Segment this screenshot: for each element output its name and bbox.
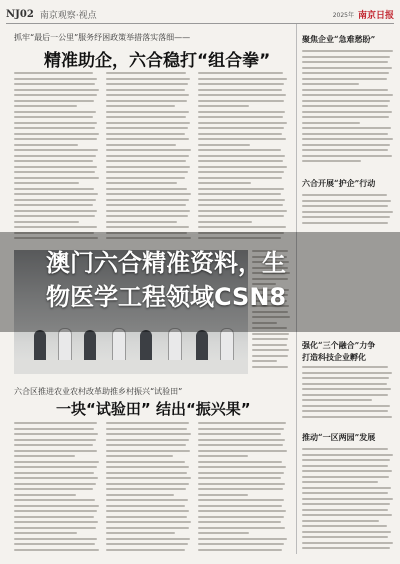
text-line [106, 494, 174, 496]
text-line [14, 116, 93, 118]
text-line [302, 405, 390, 407]
text-line [198, 89, 282, 91]
text-line [198, 455, 248, 457]
text-line [106, 127, 188, 129]
text-line [106, 177, 185, 179]
text-line [302, 470, 392, 472]
text-line [106, 549, 185, 551]
text-line [198, 204, 283, 206]
text-line [14, 89, 99, 91]
text-line [106, 199, 189, 201]
text-line [302, 160, 361, 162]
text-line [106, 428, 187, 430]
section-tag: ·视点 [75, 10, 97, 21]
page-number: NJ02 [6, 8, 34, 20]
text-line [14, 210, 97, 212]
text-line [14, 477, 98, 479]
text-line [198, 510, 286, 512]
text-line [14, 100, 94, 102]
text-line [106, 133, 185, 135]
text-line [302, 155, 392, 157]
sidebar-body [302, 194, 394, 230]
text-line [14, 538, 97, 540]
sidebar-headline: 打造科技企业孵化 [302, 352, 366, 362]
text-line [14, 111, 96, 113]
text-line [106, 461, 185, 463]
newspaper-logo: 南京日报 [357, 10, 394, 21]
text-line [198, 177, 282, 179]
text-line [302, 144, 390, 146]
text-line [106, 221, 177, 223]
article2-body [106, 422, 192, 556]
text-line [14, 461, 99, 463]
text-line [198, 532, 249, 534]
text-line [302, 56, 390, 58]
text-line [106, 155, 189, 157]
text-line [302, 388, 391, 390]
text-line [302, 72, 389, 74]
text-line [252, 333, 289, 335]
text-line [14, 499, 95, 501]
text-line [198, 116, 283, 118]
text-line [106, 160, 186, 162]
text-line [302, 509, 388, 511]
text-line [198, 221, 252, 223]
text-line [106, 111, 189, 113]
overlay-title [46, 246, 366, 314]
text-line [198, 182, 251, 184]
text-line [14, 188, 94, 190]
text-line [198, 144, 250, 146]
article2-body [198, 422, 288, 556]
text-line [198, 439, 285, 441]
text-line [302, 222, 388, 224]
text-line [14, 450, 97, 452]
text-line [198, 166, 287, 168]
text-line [252, 360, 277, 362]
text-line [14, 199, 96, 201]
text-line [106, 505, 185, 507]
text-line [302, 127, 391, 129]
article2-kicker: 六合区推进农业农村改革助推乡村振兴“试验田” [14, 387, 183, 396]
sidebar-headline: 六合开展“护企”行动 [302, 178, 376, 188]
text-line [252, 338, 288, 340]
text-line [106, 72, 186, 74]
text-line [302, 105, 388, 107]
text-line [14, 138, 97, 140]
text-line [14, 510, 97, 512]
text-line [14, 483, 96, 485]
text-line [198, 472, 284, 474]
text-line [106, 472, 187, 474]
article1-body [106, 72, 192, 244]
text-line [302, 111, 392, 113]
text-line [252, 344, 287, 346]
text-line [302, 399, 372, 401]
text-line [198, 155, 285, 157]
text-line [14, 155, 96, 157]
text-line [14, 543, 95, 545]
text-line [198, 94, 286, 96]
text-line [302, 211, 393, 213]
article2-headline: 一块“试验田” 结出“振兴果” [56, 400, 251, 418]
text-line [198, 199, 285, 201]
text-line [198, 83, 284, 85]
text-line [198, 516, 284, 518]
text-line [106, 105, 175, 107]
text-line [198, 111, 285, 113]
text-line [302, 520, 379, 522]
masthead-rule [6, 23, 394, 24]
text-line [252, 349, 289, 351]
text-line [14, 226, 97, 228]
overlay-title-line2: 物医学工程领域CSN8 [46, 283, 287, 311]
text-line [106, 89, 185, 91]
sidebar-headline: 聚焦企业“急难愁盼” [302, 34, 376, 44]
article1-body [198, 72, 288, 244]
text-line [14, 455, 75, 457]
sidebar-body [302, 50, 394, 170]
text-line [14, 144, 78, 146]
text-line [198, 127, 284, 129]
overlay-title-line1: 澳门六合精准资料，生 [46, 249, 286, 277]
text-line [14, 72, 93, 74]
text-line [14, 466, 97, 468]
text-line [302, 542, 393, 544]
text-line [14, 78, 97, 80]
text-line [106, 116, 186, 118]
text-line [106, 144, 176, 146]
text-line [302, 394, 388, 396]
text-line [106, 149, 191, 151]
text-line [302, 372, 392, 374]
text-line [14, 221, 79, 223]
text-line [302, 465, 388, 467]
text-line [14, 133, 99, 135]
text-line [198, 499, 284, 501]
text-line [106, 94, 189, 96]
text-line [14, 193, 98, 195]
text-line [198, 521, 281, 523]
text-line [302, 514, 392, 516]
text-line [302, 205, 388, 207]
text-line [106, 477, 191, 479]
text-line [302, 536, 388, 538]
article2-body [14, 422, 100, 556]
text-line [106, 439, 189, 441]
text-line [106, 138, 189, 140]
text-line [14, 127, 95, 129]
text-line [14, 94, 97, 96]
text-line [302, 410, 388, 412]
sidebar-body [302, 448, 394, 556]
text-line [198, 450, 287, 452]
text-line [198, 149, 281, 151]
text-line [302, 83, 359, 85]
text-line [106, 455, 173, 457]
text-line [302, 133, 388, 135]
text-line [198, 483, 285, 485]
text-line [198, 133, 282, 135]
text-line [198, 494, 248, 496]
text-line [198, 100, 284, 102]
text-line [106, 422, 189, 424]
text-line [302, 383, 387, 385]
text-line [14, 422, 97, 424]
text-line [302, 448, 388, 450]
text-line [14, 444, 93, 446]
text-line [106, 122, 190, 124]
text-line [14, 122, 97, 124]
text-line [198, 122, 287, 124]
text-line [302, 366, 388, 368]
text-line [14, 166, 97, 168]
text-line [106, 527, 189, 529]
text-line [198, 188, 284, 190]
text-line [106, 516, 187, 518]
text-line [106, 466, 189, 468]
article1-body [14, 72, 100, 244]
text-line [14, 160, 93, 162]
text-line [302, 547, 390, 549]
text-line [106, 182, 177, 184]
text-line [106, 204, 186, 206]
text-line [198, 466, 286, 468]
text-line [14, 428, 94, 430]
text-line [302, 498, 393, 500]
text-line [198, 488, 283, 490]
text-line [302, 200, 391, 202]
text-line [14, 182, 79, 184]
text-line [106, 538, 190, 540]
text-line [14, 149, 98, 151]
text-line [198, 78, 287, 80]
text-line [14, 105, 77, 107]
text-line [302, 476, 389, 478]
text-line [198, 505, 282, 507]
text-line [106, 433, 191, 435]
text-line [14, 516, 94, 518]
text-line [252, 366, 288, 368]
text-line [302, 216, 390, 218]
text-line [106, 100, 187, 102]
article1-headline: 精准助企，六合稳打“组合拳” [44, 51, 271, 71]
text-line [106, 483, 189, 485]
text-line [198, 215, 284, 217]
text-line [14, 505, 99, 507]
text-line [252, 355, 288, 357]
text-line [106, 532, 175, 534]
text-line [302, 416, 392, 418]
text-line [14, 549, 99, 551]
text-line [198, 538, 287, 540]
text-line [198, 72, 283, 74]
text-line [302, 492, 388, 494]
text-line [14, 532, 77, 534]
text-line [14, 204, 93, 206]
text-line [14, 171, 95, 173]
text-line [302, 94, 393, 96]
text-line [14, 83, 95, 85]
text-line [106, 188, 187, 190]
text-line [198, 461, 282, 463]
text-line [14, 488, 93, 490]
text-line [302, 138, 393, 140]
text-line [14, 494, 76, 496]
text-line [302, 50, 393, 52]
text-line [106, 450, 190, 452]
text-line [106, 488, 186, 490]
text-line [106, 510, 189, 512]
article1-kicker: 抓牢“最后一公里”服务纾困政策举措落实落细—— [14, 33, 191, 42]
text-line [106, 444, 186, 446]
text-line [302, 194, 387, 196]
text-line [14, 215, 95, 217]
text-line [302, 67, 392, 69]
text-line [14, 472, 94, 474]
text-line [198, 422, 286, 424]
text-line [302, 503, 390, 505]
text-line [302, 531, 391, 533]
text-line [106, 543, 188, 545]
text-line [198, 543, 284, 545]
text-line [14, 521, 98, 523]
text-line [198, 444, 283, 446]
text-line [302, 149, 388, 151]
text-line [106, 215, 188, 217]
text-line [302, 481, 378, 483]
text-line [198, 138, 286, 140]
text-line [198, 527, 285, 529]
text-line [198, 210, 287, 212]
text-line [302, 89, 388, 91]
text-line [14, 527, 96, 529]
text-line [198, 160, 283, 162]
text-line [106, 210, 190, 212]
text-line [106, 521, 191, 523]
sidebar-headline: 推动“一区两园”发展 [302, 432, 376, 442]
masthead [6, 6, 394, 22]
text-line [302, 459, 390, 461]
text-line [302, 122, 360, 124]
text-line [198, 171, 284, 173]
text-line [198, 549, 282, 551]
text-line [302, 61, 388, 63]
text-line [198, 226, 286, 228]
section-name: 南京观察 [39, 10, 76, 21]
text-line [14, 439, 96, 441]
text-line [106, 171, 188, 173]
text-line [198, 193, 281, 195]
text-line [302, 487, 391, 489]
sidebar-body [302, 366, 394, 424]
text-line [106, 226, 189, 228]
text-line [106, 83, 188, 85]
text-line [106, 499, 188, 501]
text-line [302, 100, 390, 102]
text-line [198, 105, 249, 107]
text-line [14, 433, 98, 435]
text-line [302, 525, 387, 527]
text-line [198, 477, 281, 479]
text-line [302, 116, 389, 118]
text-line [302, 454, 393, 456]
text-line [106, 166, 190, 168]
text-line [106, 193, 191, 195]
issue-date: 2025年 [332, 11, 354, 19]
text-line [198, 433, 281, 435]
sidebar-headline: 强化“三个融合”力争 [302, 340, 376, 350]
text-line [302, 377, 389, 379]
text-line [302, 78, 387, 80]
text-line [198, 428, 284, 430]
text-line [14, 177, 99, 179]
text-line [106, 78, 190, 80]
